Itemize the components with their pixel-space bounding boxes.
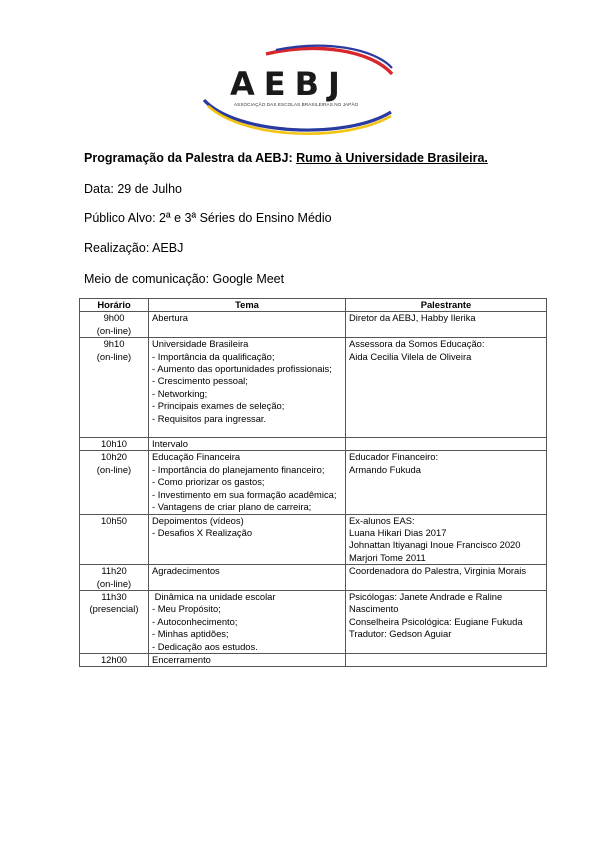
speaker-text: Diretor da AEBJ, Habby Ilerika bbox=[349, 312, 476, 324]
topic-item: - Requisitos para ingressar. bbox=[152, 412, 267, 424]
table-row bbox=[80, 451, 547, 514]
topic-item: - Autoconhecimento; bbox=[152, 615, 238, 627]
speaker-cell bbox=[346, 653, 547, 666]
speaker-cell bbox=[346, 438, 547, 451]
topic-item: - Importância da qualificação; bbox=[152, 350, 275, 362]
speaker-name: Armando Fukuda bbox=[349, 463, 421, 475]
time-text: 12h00 bbox=[100, 653, 128, 665]
event-date: Data: 29 de Julho bbox=[84, 182, 182, 196]
time-text: 11h20 bbox=[101, 565, 127, 577]
speaker-cell bbox=[346, 565, 547, 591]
mode-text: (on-line) bbox=[96, 463, 132, 475]
speaker-name: Marjori Tome 2011 bbox=[349, 551, 426, 563]
topic-cell bbox=[149, 653, 346, 666]
topic-item: - Importância do planejamento financeiro; bbox=[152, 463, 325, 475]
time-cell bbox=[80, 338, 149, 438]
topic-title: Depoimentos (vídeos) bbox=[152, 514, 244, 526]
page-title bbox=[84, 151, 488, 165]
speaker-cell bbox=[346, 514, 547, 565]
speaker-cell bbox=[346, 312, 547, 338]
topic-item: - Networking; bbox=[152, 387, 208, 399]
time-text: 9h00 bbox=[103, 312, 125, 324]
topic-cell bbox=[149, 565, 346, 591]
topic-text: Intervalo bbox=[152, 438, 188, 450]
table-row bbox=[80, 565, 547, 591]
speaker-name: Luana Hikari Dias 2017 bbox=[349, 526, 447, 538]
topic-cell bbox=[149, 312, 346, 338]
time-cell bbox=[80, 590, 149, 653]
speaker-text: Psicólogas: Janete Andrade e Raline Nascimento bbox=[349, 590, 503, 615]
time-text: 9h10 bbox=[103, 338, 125, 350]
title-prefix: Programação da Palestra da AEBJ: bbox=[84, 151, 297, 165]
mode-text: (on-line) bbox=[96, 350, 132, 362]
topic-item: - Minhas aptidões; bbox=[152, 628, 229, 640]
table-row bbox=[80, 438, 547, 451]
schedule-table bbox=[79, 298, 547, 667]
time-cell bbox=[80, 514, 149, 565]
time-text: 11h30 bbox=[101, 590, 127, 602]
topic-item: - Vantagens de criar plano de carreira; bbox=[152, 501, 312, 513]
target-audience: Público Alvo: 2ª e 3ª Séries do Ensino Médio bbox=[84, 211, 332, 225]
speaker-name: Aida Cecilia Vilela de Oliveira bbox=[349, 350, 472, 362]
topic-item: - Principais exames de seleção; bbox=[152, 400, 285, 412]
organizer: Realização: AEBJ bbox=[84, 241, 184, 255]
topic-cell bbox=[149, 451, 346, 514]
topic-item: - Dedicação aos estudos. bbox=[152, 640, 258, 652]
topic-title: Dinâmica na unidade escolar bbox=[152, 590, 276, 602]
topic-text: Abertura bbox=[152, 312, 188, 324]
mode-text: (on-line) bbox=[96, 577, 132, 589]
header-topic: Tema bbox=[149, 299, 346, 312]
topic-item: - Aumento das oportunidades profissionais; bbox=[152, 363, 332, 375]
topic-cell bbox=[149, 590, 346, 653]
speaker-text: Tradutor: Gedson Aguiar bbox=[349, 628, 452, 640]
speaker-role: Educador Financeiro: bbox=[349, 451, 439, 463]
table-row bbox=[80, 653, 547, 666]
time-text: 10h50 bbox=[100, 514, 128, 526]
topic-item: - Investimento em sua formação acadêmica; bbox=[152, 488, 337, 500]
aebj-logo bbox=[196, 40, 396, 145]
time-cell bbox=[80, 451, 149, 514]
logo-subtitle: ASSOCIAÇÃO DAS ESCOLAS BRASILEIRAS NO JAPÃO bbox=[234, 102, 359, 107]
speaker-cell bbox=[346, 451, 547, 514]
logo-wordmark: AEBJ bbox=[230, 65, 349, 103]
communication-medium: Meio de comunicação: Google Meet bbox=[84, 272, 285, 286]
topic-text: Agradecimentos bbox=[152, 565, 220, 577]
topic-item: - Como priorizar os gastos; bbox=[152, 476, 265, 488]
time-cell bbox=[80, 653, 149, 666]
topic-text: Encerramento bbox=[152, 653, 211, 665]
title-link: Rumo à Universidade Brasileira. bbox=[296, 151, 488, 165]
speaker-role: Assessora da Somos Educação: bbox=[349, 338, 485, 350]
time-cell bbox=[80, 312, 149, 338]
topic-item: - Meu Propósito; bbox=[152, 603, 221, 615]
header-speaker: Palestrante bbox=[346, 299, 547, 312]
speaker-name: Johnattan Itiyanagi Inoue Francisco 2020 bbox=[349, 539, 521, 551]
time-cell bbox=[80, 438, 149, 451]
mode-text: (presencial) bbox=[89, 603, 139, 615]
speaker-cell bbox=[346, 338, 547, 438]
topic-title: Universidade Brasileira bbox=[152, 338, 249, 350]
table-row bbox=[80, 590, 547, 653]
time-text: 10h20 bbox=[100, 451, 128, 463]
speaker-text: Coordenadora do Palestra, Virginia Morais bbox=[349, 565, 527, 577]
topic-title: Educação Financeira bbox=[152, 451, 241, 463]
topic-cell bbox=[149, 438, 346, 451]
table-row bbox=[80, 514, 547, 565]
speaker-cell bbox=[346, 590, 547, 653]
time-text: 10h10 bbox=[100, 438, 128, 450]
topic-cell bbox=[149, 514, 346, 565]
topic-cell bbox=[149, 338, 346, 438]
table-row bbox=[80, 338, 547, 438]
header-time: Horário bbox=[80, 299, 149, 312]
table-row bbox=[80, 312, 547, 338]
topic-item: - Crescimento pessoal; bbox=[152, 375, 248, 387]
speaker-role: Ex-alunos EAS: bbox=[349, 514, 415, 526]
mode-text: (on-line) bbox=[96, 324, 132, 336]
table-header-row bbox=[80, 299, 547, 312]
topic-item: - Desafios X Realização bbox=[152, 526, 253, 538]
speaker-text: Conselheira Psicológica: Eugiane Fukuda bbox=[349, 615, 523, 627]
time-cell bbox=[80, 565, 149, 591]
